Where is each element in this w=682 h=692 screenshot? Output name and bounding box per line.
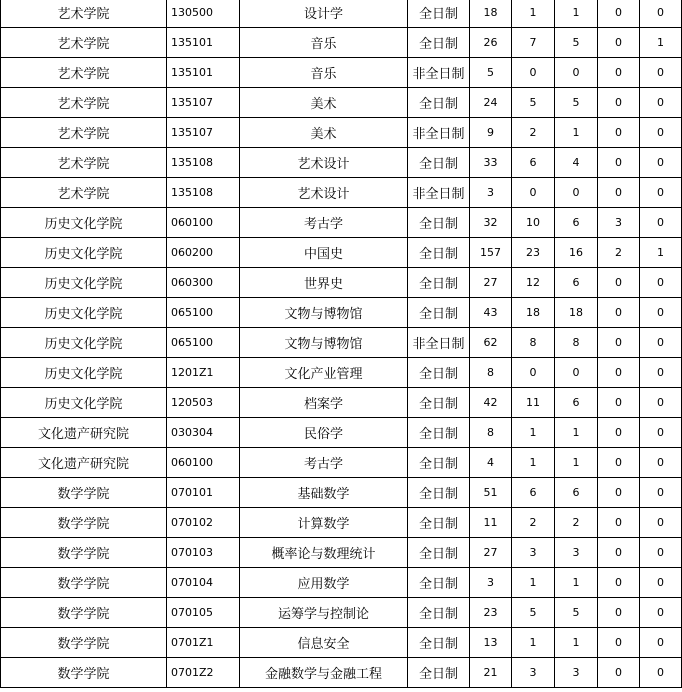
table-row bbox=[1, 0, 682, 28]
col8-cell: 0 bbox=[598, 328, 640, 358]
table-row bbox=[1, 658, 682, 688]
col9-cell: 0 bbox=[640, 88, 682, 118]
col9-cell: 0 bbox=[640, 568, 682, 598]
college-cell: 历史文化学院 bbox=[1, 328, 167, 358]
col8-cell: 3 bbox=[598, 208, 640, 238]
col8-cell: 0 bbox=[598, 478, 640, 508]
col7-cell: 5 bbox=[555, 598, 598, 628]
col7-cell: 3 bbox=[555, 538, 598, 568]
table-body bbox=[1, 0, 682, 688]
code-cell: 060100 bbox=[167, 448, 240, 478]
table-row bbox=[1, 268, 682, 298]
applicants-cell: 21 bbox=[470, 658, 512, 688]
study-mode-cell: 全日制 bbox=[408, 388, 470, 418]
col9-cell: 0 bbox=[640, 628, 682, 658]
study-mode-cell: 全日制 bbox=[408, 238, 470, 268]
col7-cell: 0 bbox=[555, 178, 598, 208]
col8-cell: 0 bbox=[598, 0, 640, 28]
study-mode-cell: 全日制 bbox=[408, 148, 470, 178]
major-cell: 艺术设计 bbox=[240, 148, 408, 178]
college-cell: 艺术学院 bbox=[1, 148, 167, 178]
applicants-cell: 13 bbox=[470, 628, 512, 658]
col6-cell: 8 bbox=[512, 328, 555, 358]
table-row bbox=[1, 508, 682, 538]
table-row bbox=[1, 628, 682, 658]
col6-cell: 11 bbox=[512, 388, 555, 418]
col6-cell: 18 bbox=[512, 298, 555, 328]
col8-cell: 0 bbox=[598, 28, 640, 58]
applicants-cell: 27 bbox=[470, 538, 512, 568]
code-cell: 070103 bbox=[167, 538, 240, 568]
study-mode-cell: 全日制 bbox=[408, 0, 470, 28]
major-cell: 艺术设计 bbox=[240, 178, 408, 208]
college-cell: 数学学院 bbox=[1, 658, 167, 688]
study-mode-cell: 全日制 bbox=[408, 28, 470, 58]
college-cell: 艺术学院 bbox=[1, 28, 167, 58]
major-cell: 文物与博物馆 bbox=[240, 298, 408, 328]
major-cell: 中国史 bbox=[240, 238, 408, 268]
college-cell: 数学学院 bbox=[1, 598, 167, 628]
col6-cell: 1 bbox=[512, 0, 555, 28]
table-row bbox=[1, 88, 682, 118]
code-cell: 135107 bbox=[167, 88, 240, 118]
study-mode-cell: 全日制 bbox=[408, 658, 470, 688]
applicants-cell: 42 bbox=[470, 388, 512, 418]
applicants-cell: 18 bbox=[470, 0, 512, 28]
col7-cell: 6 bbox=[555, 268, 598, 298]
study-mode-cell: 全日制 bbox=[408, 298, 470, 328]
major-cell: 音乐 bbox=[240, 28, 408, 58]
col9-cell: 0 bbox=[640, 448, 682, 478]
col6-cell: 23 bbox=[512, 238, 555, 268]
col8-cell: 0 bbox=[598, 388, 640, 418]
col8-cell: 0 bbox=[598, 568, 640, 598]
college-cell: 艺术学院 bbox=[1, 88, 167, 118]
col6-cell: 12 bbox=[512, 268, 555, 298]
applicants-cell: 4 bbox=[470, 448, 512, 478]
col9-cell: 0 bbox=[640, 658, 682, 688]
code-cell: 060100 bbox=[167, 208, 240, 238]
col7-cell: 18 bbox=[555, 298, 598, 328]
col9-cell: 0 bbox=[640, 508, 682, 538]
col7-cell: 1 bbox=[555, 568, 598, 598]
table-row bbox=[1, 148, 682, 178]
study-mode-cell: 全日制 bbox=[408, 418, 470, 448]
code-cell: 060300 bbox=[167, 268, 240, 298]
major-cell: 设计学 bbox=[240, 0, 408, 28]
col8-cell: 0 bbox=[598, 58, 640, 88]
college-cell: 历史文化学院 bbox=[1, 208, 167, 238]
col9-cell: 0 bbox=[640, 478, 682, 508]
col6-cell: 1 bbox=[512, 418, 555, 448]
col7-cell: 1 bbox=[555, 448, 598, 478]
study-mode-cell: 全日制 bbox=[408, 598, 470, 628]
col8-cell: 0 bbox=[598, 418, 640, 448]
col7-cell: 4 bbox=[555, 148, 598, 178]
col8-cell: 0 bbox=[598, 628, 640, 658]
code-cell: 065100 bbox=[167, 328, 240, 358]
major-cell: 档案学 bbox=[240, 388, 408, 418]
code-cell: 135108 bbox=[167, 178, 240, 208]
code-cell: 030304 bbox=[167, 418, 240, 448]
college-cell: 文化遗产研究院 bbox=[1, 418, 167, 448]
table-row bbox=[1, 208, 682, 238]
study-mode-cell: 全日制 bbox=[408, 208, 470, 238]
code-cell: 0701Z1 bbox=[167, 628, 240, 658]
col7-cell: 1 bbox=[555, 418, 598, 448]
major-cell: 信息安全 bbox=[240, 628, 408, 658]
code-cell: 070105 bbox=[167, 598, 240, 628]
code-cell: 135101 bbox=[167, 28, 240, 58]
study-mode-cell: 全日制 bbox=[408, 358, 470, 388]
code-cell: 120503 bbox=[167, 388, 240, 418]
college-cell: 艺术学院 bbox=[1, 0, 167, 28]
study-mode-cell: 非全日制 bbox=[408, 178, 470, 208]
col6-cell: 0 bbox=[512, 178, 555, 208]
col8-cell: 0 bbox=[598, 598, 640, 628]
col8-cell: 0 bbox=[598, 298, 640, 328]
table-row bbox=[1, 118, 682, 148]
applicants-cell: 3 bbox=[470, 178, 512, 208]
col6-cell: 10 bbox=[512, 208, 555, 238]
col6-cell: 0 bbox=[512, 58, 555, 88]
table-row bbox=[1, 28, 682, 58]
col6-cell: 6 bbox=[512, 148, 555, 178]
table-row bbox=[1, 388, 682, 418]
applicants-cell: 23 bbox=[470, 598, 512, 628]
col6-cell: 6 bbox=[512, 478, 555, 508]
col7-cell: 1 bbox=[555, 628, 598, 658]
major-cell: 民俗学 bbox=[240, 418, 408, 448]
col9-cell: 0 bbox=[640, 118, 682, 148]
applicants-cell: 3 bbox=[470, 568, 512, 598]
table-row bbox=[1, 598, 682, 628]
applicants-cell: 26 bbox=[470, 28, 512, 58]
col9-cell: 0 bbox=[640, 328, 682, 358]
major-cell: 文化产业管理 bbox=[240, 358, 408, 388]
col7-cell: 2 bbox=[555, 508, 598, 538]
study-mode-cell: 全日制 bbox=[408, 268, 470, 298]
applicants-cell: 24 bbox=[470, 88, 512, 118]
college-cell: 艺术学院 bbox=[1, 118, 167, 148]
major-cell: 美术 bbox=[240, 118, 408, 148]
col7-cell: 6 bbox=[555, 208, 598, 238]
major-cell: 计算数学 bbox=[240, 508, 408, 538]
college-cell: 数学学院 bbox=[1, 568, 167, 598]
major-cell: 运筹学与控制论 bbox=[240, 598, 408, 628]
code-cell: 070102 bbox=[167, 508, 240, 538]
major-cell: 概率论与数理统计 bbox=[240, 538, 408, 568]
study-mode-cell: 全日制 bbox=[408, 88, 470, 118]
applicants-cell: 62 bbox=[470, 328, 512, 358]
study-mode-cell: 全日制 bbox=[408, 478, 470, 508]
col7-cell: 3 bbox=[555, 658, 598, 688]
study-mode-cell: 全日制 bbox=[408, 538, 470, 568]
major-cell: 世界史 bbox=[240, 268, 408, 298]
college-cell: 艺术学院 bbox=[1, 178, 167, 208]
college-cell: 艺术学院 bbox=[1, 58, 167, 88]
col6-cell: 2 bbox=[512, 508, 555, 538]
col9-cell: 0 bbox=[640, 388, 682, 418]
applicants-cell: 8 bbox=[470, 418, 512, 448]
col9-cell: 1 bbox=[640, 238, 682, 268]
col8-cell: 0 bbox=[598, 268, 640, 298]
code-cell: 135101 bbox=[167, 58, 240, 88]
code-cell: 070104 bbox=[167, 568, 240, 598]
col9-cell: 0 bbox=[640, 358, 682, 388]
col7-cell: 6 bbox=[555, 478, 598, 508]
col9-cell: 1 bbox=[640, 28, 682, 58]
college-cell: 历史文化学院 bbox=[1, 238, 167, 268]
col6-cell: 1 bbox=[512, 568, 555, 598]
study-mode-cell: 全日制 bbox=[408, 568, 470, 598]
major-cell: 美术 bbox=[240, 88, 408, 118]
study-mode-cell: 全日制 bbox=[408, 628, 470, 658]
study-mode-cell: 全日制 bbox=[408, 448, 470, 478]
col8-cell: 0 bbox=[598, 538, 640, 568]
study-mode-cell: 非全日制 bbox=[408, 328, 470, 358]
code-cell: 0701Z2 bbox=[167, 658, 240, 688]
code-cell: 065100 bbox=[167, 298, 240, 328]
college-cell: 数学学院 bbox=[1, 508, 167, 538]
college-cell: 历史文化学院 bbox=[1, 388, 167, 418]
col6-cell: 3 bbox=[512, 538, 555, 568]
applicants-cell: 33 bbox=[470, 148, 512, 178]
table-row bbox=[1, 358, 682, 388]
col7-cell: 8 bbox=[555, 328, 598, 358]
code-cell: 1201Z1 bbox=[167, 358, 240, 388]
col9-cell: 0 bbox=[640, 298, 682, 328]
col7-cell: 1 bbox=[555, 0, 598, 28]
col8-cell: 2 bbox=[598, 238, 640, 268]
major-cell: 文物与博物馆 bbox=[240, 328, 408, 358]
code-cell: 070101 bbox=[167, 478, 240, 508]
table-row bbox=[1, 478, 682, 508]
applicants-cell: 27 bbox=[470, 268, 512, 298]
col6-cell: 5 bbox=[512, 598, 555, 628]
applicants-cell: 43 bbox=[470, 298, 512, 328]
col9-cell: 0 bbox=[640, 538, 682, 568]
table-row bbox=[1, 178, 682, 208]
major-cell: 音乐 bbox=[240, 58, 408, 88]
applicants-cell: 32 bbox=[470, 208, 512, 238]
code-cell: 130500 bbox=[167, 0, 240, 28]
table-row bbox=[1, 328, 682, 358]
code-cell: 135107 bbox=[167, 118, 240, 148]
applicants-cell: 11 bbox=[470, 508, 512, 538]
col9-cell: 0 bbox=[640, 0, 682, 28]
col8-cell: 0 bbox=[598, 448, 640, 478]
applicants-cell: 9 bbox=[470, 118, 512, 148]
college-cell: 历史文化学院 bbox=[1, 268, 167, 298]
major-cell: 考古学 bbox=[240, 448, 408, 478]
applicants-cell: 5 bbox=[470, 58, 512, 88]
col8-cell: 0 bbox=[598, 508, 640, 538]
col7-cell: 0 bbox=[555, 358, 598, 388]
table-row bbox=[1, 418, 682, 448]
col7-cell: 16 bbox=[555, 238, 598, 268]
col9-cell: 0 bbox=[640, 208, 682, 238]
table-row bbox=[1, 58, 682, 88]
table-row bbox=[1, 568, 682, 598]
applicants-cell: 51 bbox=[470, 478, 512, 508]
col6-cell: 1 bbox=[512, 448, 555, 478]
col7-cell: 5 bbox=[555, 28, 598, 58]
applicants-cell: 157 bbox=[470, 238, 512, 268]
college-cell: 数学学院 bbox=[1, 628, 167, 658]
study-mode-cell: 非全日制 bbox=[408, 118, 470, 148]
major-cell: 基础数学 bbox=[240, 478, 408, 508]
table-row bbox=[1, 538, 682, 568]
applicants-cell: 8 bbox=[470, 358, 512, 388]
col7-cell: 0 bbox=[555, 58, 598, 88]
col9-cell: 0 bbox=[640, 418, 682, 448]
table-row bbox=[1, 238, 682, 268]
col9-cell: 0 bbox=[640, 58, 682, 88]
col7-cell: 5 bbox=[555, 88, 598, 118]
code-cell: 060200 bbox=[167, 238, 240, 268]
col6-cell: 0 bbox=[512, 358, 555, 388]
col9-cell: 0 bbox=[640, 178, 682, 208]
col8-cell: 0 bbox=[598, 358, 640, 388]
col7-cell: 1 bbox=[555, 118, 598, 148]
table-row bbox=[1, 298, 682, 328]
col6-cell: 1 bbox=[512, 628, 555, 658]
college-cell: 数学学院 bbox=[1, 538, 167, 568]
col8-cell: 0 bbox=[598, 148, 640, 178]
major-cell: 金融数学与金融工程 bbox=[240, 658, 408, 688]
study-mode-cell: 全日制 bbox=[408, 508, 470, 538]
code-cell: 135108 bbox=[167, 148, 240, 178]
major-cell: 考古学 bbox=[240, 208, 408, 238]
college-cell: 历史文化学院 bbox=[1, 298, 167, 328]
col9-cell: 0 bbox=[640, 268, 682, 298]
col8-cell: 0 bbox=[598, 88, 640, 118]
major-cell: 应用数学 bbox=[240, 568, 408, 598]
college-cell: 数学学院 bbox=[1, 478, 167, 508]
college-cell: 历史文化学院 bbox=[1, 358, 167, 388]
col6-cell: 2 bbox=[512, 118, 555, 148]
col6-cell: 3 bbox=[512, 658, 555, 688]
col8-cell: 0 bbox=[598, 118, 640, 148]
table-row bbox=[1, 448, 682, 478]
col9-cell: 0 bbox=[640, 148, 682, 178]
study-mode-cell: 非全日制 bbox=[408, 58, 470, 88]
col6-cell: 5 bbox=[512, 88, 555, 118]
col7-cell: 6 bbox=[555, 388, 598, 418]
col9-cell: 0 bbox=[640, 598, 682, 628]
col8-cell: 0 bbox=[598, 178, 640, 208]
col6-cell: 7 bbox=[512, 28, 555, 58]
college-cell: 文化遗产研究院 bbox=[1, 448, 167, 478]
col8-cell: 0 bbox=[598, 658, 640, 688]
